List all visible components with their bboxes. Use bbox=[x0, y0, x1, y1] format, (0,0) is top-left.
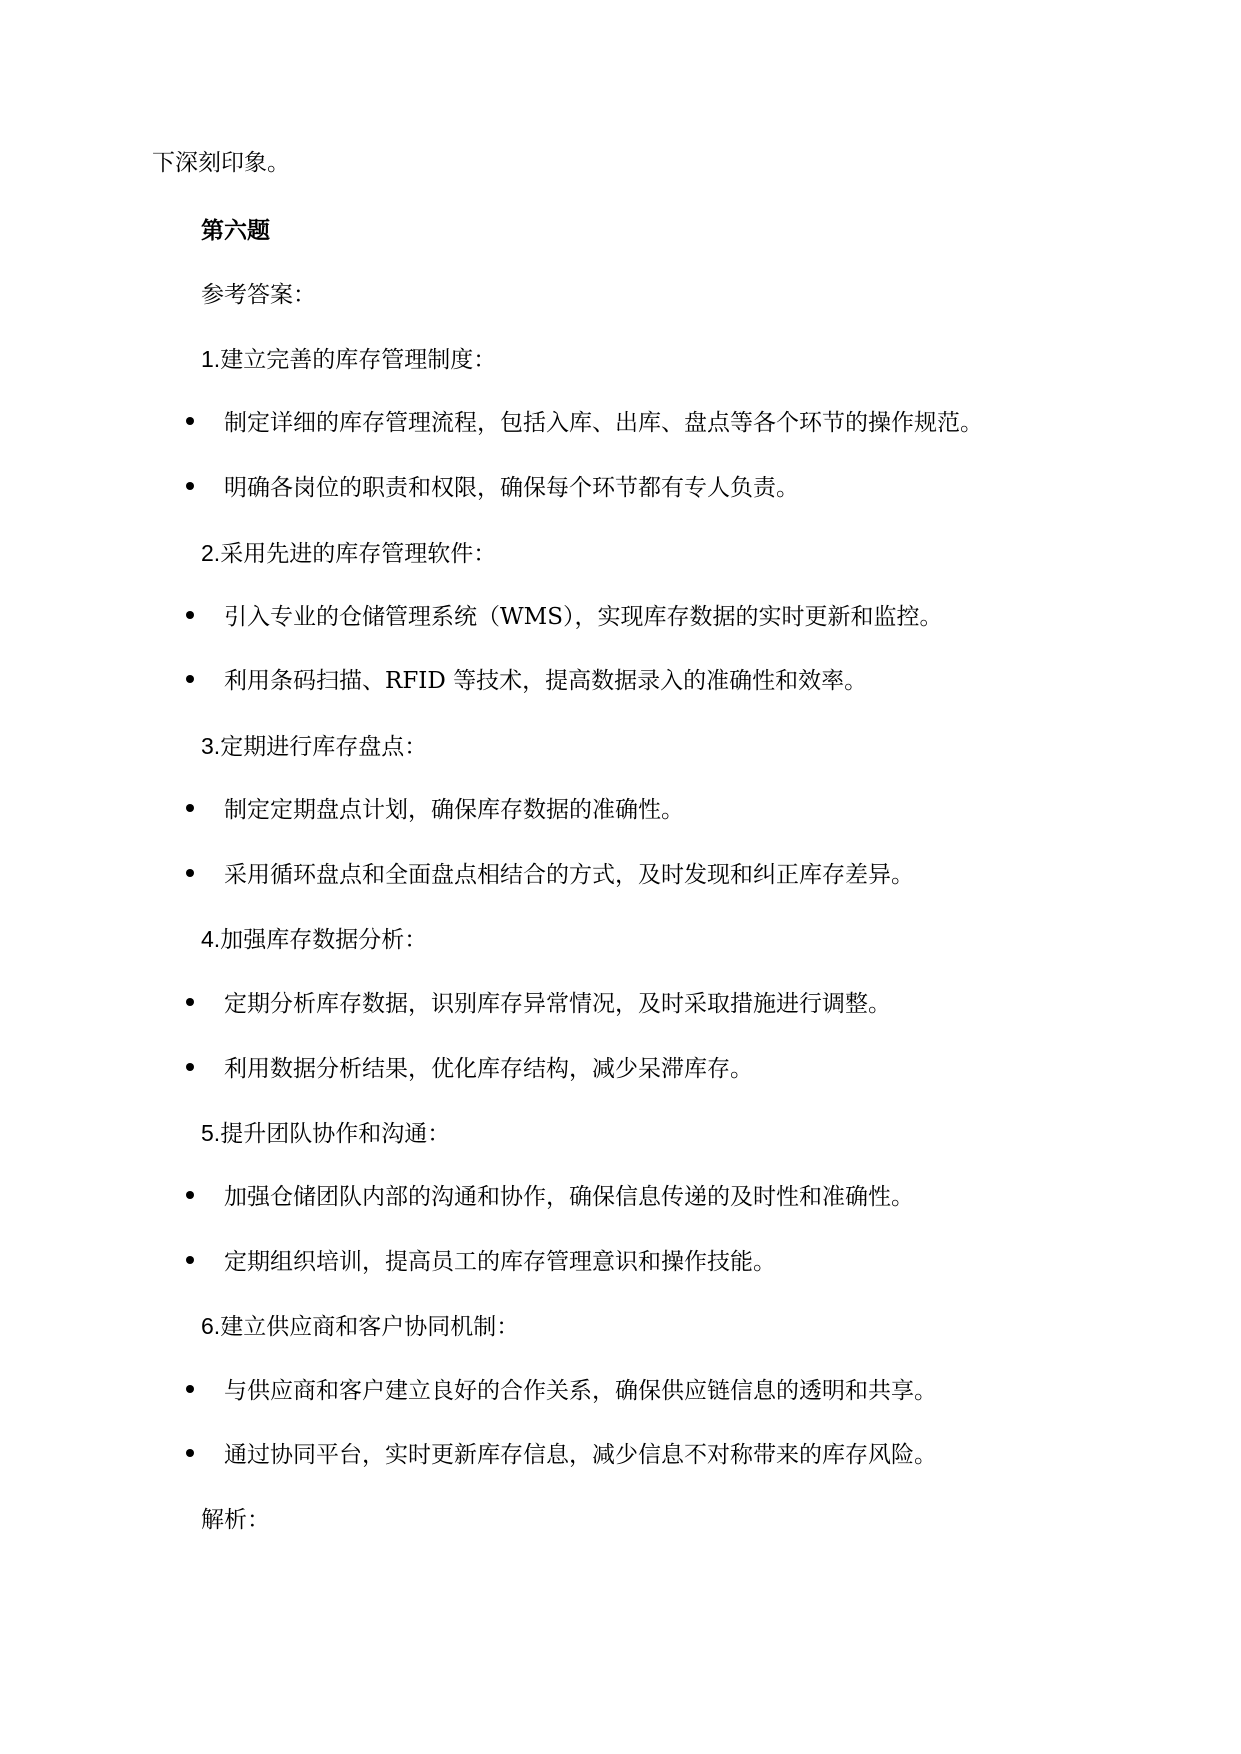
list-item bbox=[186, 1247, 776, 1277]
section-title-text: 定期进行库存盘点： bbox=[220, 734, 428, 760]
section-title bbox=[201, 1311, 519, 1342]
list-item bbox=[186, 602, 942, 632]
section-number: 5. bbox=[201, 1120, 221, 1146]
section-title bbox=[201, 344, 496, 375]
list-item-text: 制定详细的库存管理流程，包括入库、出库、盘点等各个环节的操作规范。 bbox=[224, 410, 983, 436]
bullet-dot-icon bbox=[186, 1385, 194, 1393]
list-item bbox=[186, 666, 867, 696]
list-item bbox=[186, 989, 891, 1019]
section-title-text: 采用先进的库存管理软件： bbox=[220, 541, 497, 567]
section-title-text: 建立完善的库存管理制度： bbox=[220, 347, 497, 373]
list-item bbox=[186, 1440, 937, 1470]
section-number: 6. bbox=[201, 1313, 221, 1339]
section-title bbox=[201, 538, 496, 569]
bullet-dot-icon bbox=[186, 1449, 194, 1457]
section-title-text: 提升团队协作和沟通： bbox=[220, 1121, 451, 1147]
list-item bbox=[186, 1376, 937, 1406]
list-item-text: 与供应商和客户建立良好的合作关系，确保供应链信息的透明和共享。 bbox=[224, 1378, 937, 1404]
bullet-dot-icon bbox=[186, 869, 194, 877]
section-title bbox=[201, 924, 427, 955]
list-item-text: 引入专业的仓储管理系统（WMS），实现库存数据的实时更新和监控。 bbox=[224, 604, 943, 630]
bullet-dot-icon bbox=[186, 675, 194, 683]
bullet-dot-icon bbox=[186, 1191, 194, 1199]
list-item bbox=[186, 1182, 914, 1212]
section-title-text: 建立供应商和客户协同机制： bbox=[220, 1314, 520, 1340]
analysis-label: 解析： bbox=[201, 1507, 270, 1533]
list-item-text: 定期组织培训，提高员工的库存管理意识和操作技能。 bbox=[224, 1249, 776, 1275]
bullet-dot-icon bbox=[186, 1256, 194, 1264]
list-item bbox=[186, 473, 799, 503]
bullet-dot-icon bbox=[186, 611, 194, 619]
bullet-dot-icon bbox=[186, 482, 194, 490]
list-item-text: 定期分析库存数据，识别库存异常情况，及时采取措施进行调整。 bbox=[224, 991, 891, 1017]
list-item bbox=[186, 408, 983, 438]
section-number: 2. bbox=[201, 540, 221, 566]
list-item bbox=[186, 860, 914, 890]
list-item bbox=[186, 1054, 753, 1084]
section-title bbox=[201, 731, 427, 762]
question-heading: 第六题 bbox=[201, 218, 270, 244]
list-item-text: 通过协同平台，实时更新库存信息，减少信息不对称带来的库存风险。 bbox=[224, 1442, 937, 1468]
bullet-dot-icon bbox=[186, 804, 194, 812]
section-number: 1. bbox=[201, 346, 221, 372]
list-item-text: 利用数据分析结果，优化库存结构，减少呆滞库存。 bbox=[224, 1056, 753, 1082]
list-item-text: 明确各岗位的职责和权限，确保每个环节都有专人负责。 bbox=[224, 475, 799, 501]
list-item-text: 制定定期盘点计划，确保库存数据的准确性。 bbox=[224, 797, 684, 823]
section-title-text: 加强库存数据分析： bbox=[220, 927, 428, 953]
list-item-text: 加强仓储团队内部的沟通和协作，确保信息传递的及时性和准确性。 bbox=[224, 1184, 914, 1210]
section-title bbox=[201, 1118, 450, 1149]
continuation-text: 下深刻印象。 bbox=[152, 150, 290, 176]
list-item bbox=[186, 795, 684, 825]
bullet-dot-icon bbox=[186, 417, 194, 425]
list-item-text: 利用条码扫描、RFID 等技术，提高数据录入的准确性和效率。 bbox=[224, 668, 868, 694]
bullet-dot-icon bbox=[186, 998, 194, 1006]
section-number: 4. bbox=[201, 926, 221, 952]
list-item-text: 采用循环盘点和全面盘点相结合的方式，及时发现和纠正库存差异。 bbox=[224, 862, 914, 888]
bullet-dot-icon bbox=[186, 1063, 194, 1071]
answer-label: 参考答案： bbox=[201, 282, 316, 308]
section-number: 3. bbox=[201, 733, 221, 759]
